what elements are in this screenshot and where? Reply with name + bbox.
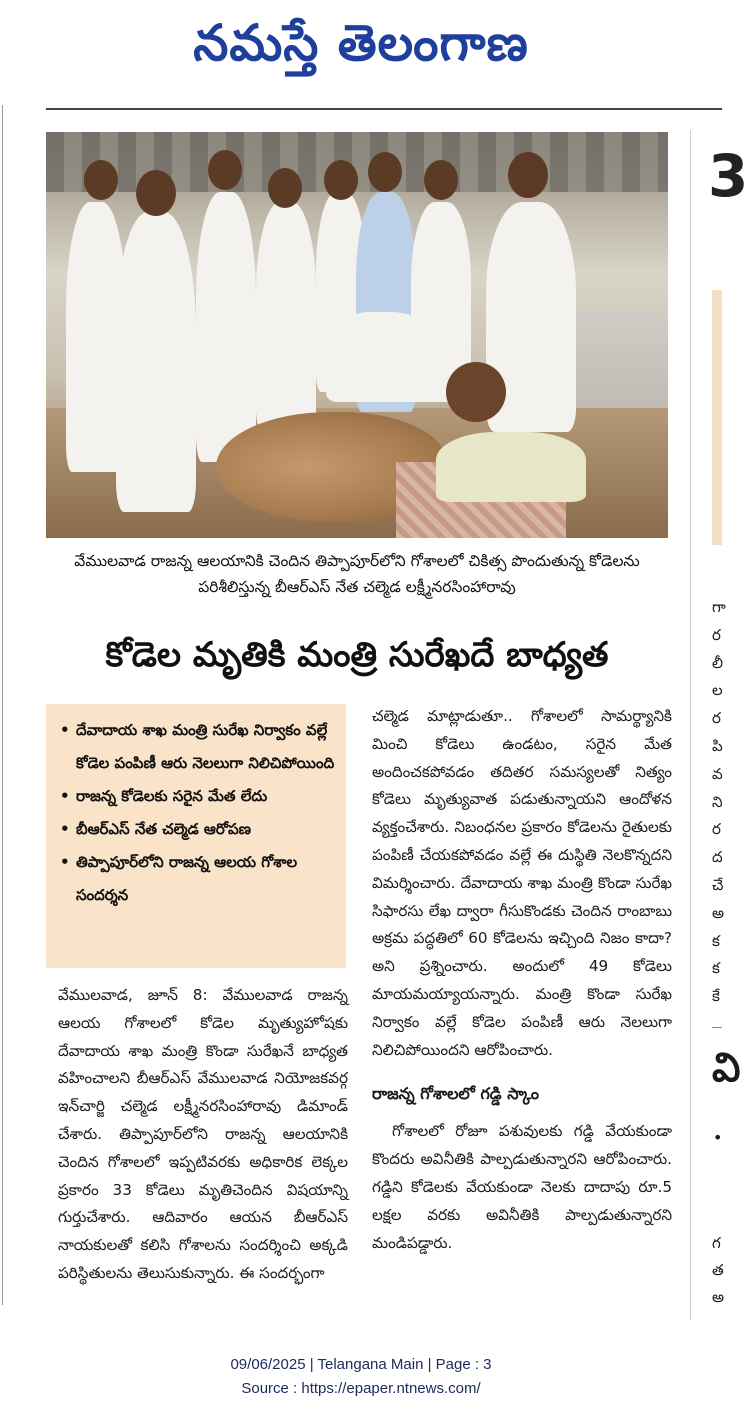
top-divider (46, 108, 722, 110)
article-column-right (372, 703, 672, 1257)
photo-towel (436, 432, 586, 502)
photo-head (446, 362, 506, 422)
adjacent-column-fragment: గ త అ (712, 1234, 725, 1306)
adjacent-bullet: • (713, 1128, 723, 1147)
highlights-box (46, 704, 346, 968)
photo-head (424, 160, 458, 200)
masthead (0, 0, 722, 100)
left-column-rule (2, 105, 3, 1305)
highlight-item: • దేవాదాయ శాఖ మంత్రి సురేఖ నిర్వాకం వల్లే కోడెల పంపిణీ ఆరు నెలలుగా నిలిచిపోయింది (60, 714, 338, 780)
photo-person-kneeling (226, 312, 316, 402)
photo-head (268, 168, 302, 208)
photo-head (508, 152, 548, 198)
article-body: వేములవాడ, జూన్ 8: వేములవాడ రాజన్న ఆలయ గోశాలలో కోడెల మృత్యుహోషకు దేవాదాయ శాఖ మంత్రి కొండా సురేఖనే బాధ్యత వహించాలని బీఆర్‌ఎస్ వేములవాడ నియోజకవర్గ ఇన్‌చార్జి చల్మెడ లక్ష్మీనరసింహారావు డిమాండ్ చేశారు. తిప్పాపూర్‌లోని రాజన్న ఆలయానికి చెందిన గోశాలలో ఇప్పటివరకు అధికారిక లెక్కల ప్రకారం 33 కోడెలు మృతిచెందిన విషయాన్ని గుర్తుచేశారు. ఆదివారం ఆయన బీఆర్‌ఎస్ నాయకులతో కలిసి గోశాలను సందర్శించి అక్కడి పరిస్థితులను తెలుసుకున్నారు. ఈ సందర్భంగా (58, 986, 348, 1282)
adjacent-headline-fragment: 3 (708, 142, 748, 210)
article-body: గోశాలలో రోజూ పశువులకు గడ్డి వేయకుండా కొందరు అవినీతికి పాల్పడుతున్నారని ఆరోపించారు. గడ్డిని కోడెలకు వేయకుండా నెలకు దాదాపు రూ.5 లక్షల వరకు అవినీతికి పాల్పడుతున్నారని మండిపడ్డారు. (372, 1122, 672, 1252)
adjacent-highlight-strip (712, 290, 722, 545)
photo-head (324, 160, 358, 200)
right-column-rule (690, 130, 691, 1320)
adjacent-headline-fragment: వి (712, 1045, 741, 1091)
photo-head (368, 152, 402, 192)
adjacent-divider (712, 1027, 722, 1028)
newspaper-title: నమస్తే తెలంగాణ (193, 14, 529, 72)
news-photo (46, 132, 668, 538)
photo-head (136, 170, 176, 216)
article-body: చల్మెడ మాట్లాడుతూ.. గోశాలలో సామర్థ్యానికి మించి కోడెలు ఉండటం, సరైన మేత అందించకపోవడం తదితర సమస్యలతో నిత్యం కోడెలు మృత్యువాత పడుతున్నాయని ఆందోళన వ్యక్తంచేశారు. నిబంధనల ప్రకారం కోడెలను రైతులకు పంపిణీ చేయకపోవడం వల్లే ఈ దుస్థితి నెలకొన్నదని విమర్శించారు. దేవాదాయ శాఖ మంత్రి కొండా సురేఖ సిఫారసు లేఖ ద్వారా గీసుకొండకు చెందిన రాంబాబు అక్రమ పద్ధతిలో 60 కోడెలను ఇచ్చింది నిజం కాదా? అని ప్రశ్నించారు. అందులో 49 కోడెలు మాయమయ్యాయన్నారు. మంత్రి కొండా సురేఖ నిర్వాకం వల్లే కోడెల పంపిణీ ఆరు నెలలుగా నిలిచిపోయిందని ఆరోపించారు. (372, 707, 672, 1059)
photo-head (84, 160, 118, 200)
photo-person (116, 212, 196, 512)
article-headline: కోడెల మృతికి మంత్రి సురేఖదే బాధ్యత (105, 635, 609, 675)
photo-head (208, 150, 242, 190)
footer-date-page: 09/06/2025 | Telangana Main | Page : 3 (230, 1356, 492, 1373)
article-column-left (58, 982, 348, 1288)
photo-person-kneeling (326, 312, 436, 402)
highlight-item: • రాజన్న కోడెలకు సరైన మేత లేదు (60, 780, 338, 813)
article-subheading: రాజన్న గోశాలలో గడ్డి స్కాం (372, 1084, 540, 1104)
highlight-item: • బీఆర్‌ఎస్ నేత చల్మెడ ఆరోపణ (60, 813, 338, 846)
photo-caption: వేములవాడ రాజన్న ఆలయానికి చెందిన తిప్పాపూర్‌లోని గోశాలలో చికిత్స పొందుతున్న కోడెలను పరిశీలిస్తున్న బీఆర్‌ఎస్ నేత చల్మెడ లక్ష్మీనరసింహారావు (74, 552, 640, 596)
highlight-item: • తిప్పాపూర్‌లోని రాజన్న ఆలయ గోశాల సందర్శన (60, 846, 338, 912)
page-footer (0, 1353, 722, 1401)
footer-source: Source : https://epaper.ntnews.com/ (241, 1380, 481, 1397)
adjacent-column-fragment: గా ర లీ ల ర పి వ ని ర ద చే అ క క కే (712, 598, 726, 1006)
